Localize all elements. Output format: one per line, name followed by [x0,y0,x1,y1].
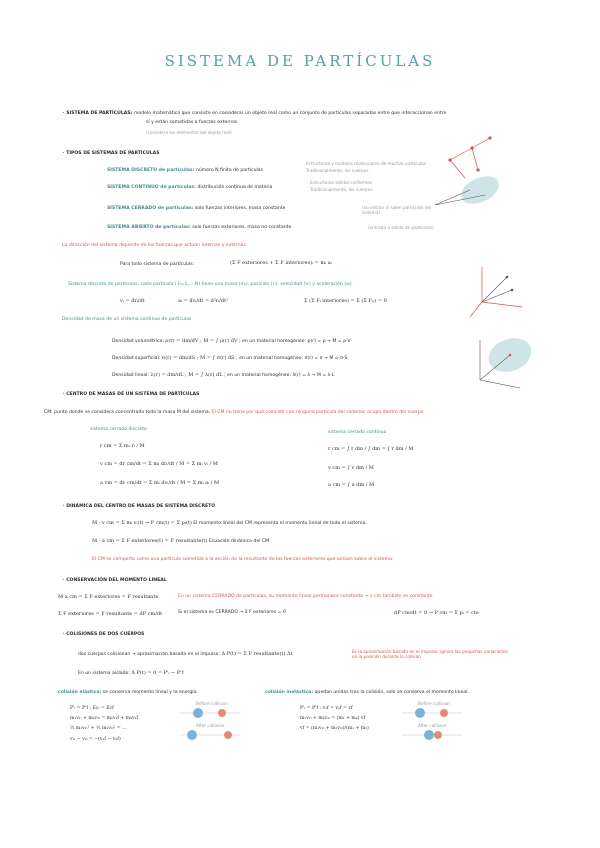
formula-sum-interiores: Σ (Σ Fᵢ interiores) = Σ (Σ Fᵢⱼ) = 0 [304,298,387,304]
inelastic-f3: vf = (m₁v₁ᵢ + m₂v₂ᵢ)/(m₁ + m₂) [300,726,369,731]
continuous-body-diagram [470,330,540,390]
inelastic-before-diagram [402,706,462,720]
cm-continuo-label: sistema cerrado continuo [328,430,387,435]
discreto-text: número N finito de partículas [195,168,263,173]
cm-r-formula: r cm = Σ mᵢ rᵢ / M [100,443,145,449]
inelastic-after-diagram [402,728,462,742]
discreto-note-2: Tradicionalmente, los cuerpos [306,168,369,173]
bullet-icon: · [104,168,106,173]
cm-definition-row [44,410,424,415]
din-red-note: El CM se comporta como una partícula sometida a la acción de la resultante de las fuerzas exteriores que actúan sobre el sistema. [92,557,394,562]
dens1-note: ; en un material homogéneo: ρ(r) = ρ → M = ρ·V [239,339,351,344]
cons1-formula: M·a cm = Σ F exteriores = F resultante [58,594,159,600]
bullet-icon: · [104,206,106,211]
elastic-heading [58,690,196,695]
tipos-heading: TIPOS DE SISTEMAS DE PARTÍCULAS [66,151,160,156]
elastic-after-label: After collision [196,723,225,728]
elastic-after-diagram [180,728,240,742]
col1-formula: Δ P(t) = Σ F resultante(t) Δt [221,651,293,657]
cm-vc-formula: v cm = ∫ v dm / M [328,465,374,471]
definition-label: SISTEMA DE PARTÍCULAS: [66,111,133,116]
discreto-label: SISTEMA DISCRETO de partículas: [106,168,195,173]
din1-note: El momento lineal del CM representa el momento lineal de todo el sistema. [193,521,367,526]
dens1-row [112,338,351,344]
elastic-label: colisión elástica: [58,690,102,695]
cons-note-2: Si el sistema es CERRADO → Σ F exteriores = 0 [178,610,286,615]
dens1-label: Densidad volumétrica: [112,339,164,344]
din1-formula: M · v cm = Σ mᵢ vᵢ(t) → P cm(t) = Σ pᵢ(t) [92,520,192,526]
elastic-f4: v₁ᵢ − v₂ᵢ = −(v₁f − v₂f) [70,737,121,742]
cons-note-1: En un sistema CERRADO de partículas, su momento lineal permanece constante → v cm también es constante [178,594,433,599]
dens2-label: Densidad superficial: [112,356,161,361]
definition-text-2: sí y están sometidas a fuerzas externas [146,120,238,125]
tipo-cerrado [104,206,285,211]
bullet-icon: • [62,151,65,156]
dens3-row [112,372,334,378]
cm-heading-row [62,392,199,397]
definition-note: (considera los elementos del objeto real) [146,130,232,135]
cm-rc-formula: r cm = ∫ r dm / ∫ dm = ∫ r dm / M [328,446,414,452]
din2-row [92,538,269,544]
abierto-note: (entrada o salida de partículas) [368,225,434,230]
particle-system-diagram [430,130,540,225]
inelastic-f2: m₁v₁ᵢ + m₂v₂ᵢ = (m₁ + m₂) vf [300,716,366,721]
continuo-note-1: Estructuras sólidas uniformes [310,180,373,185]
cons-note-3: dP cm/dt = 0 → P cm = Σ pᵢ = cte [394,610,479,616]
cm-definition: CM: punto donde se considera concentrada toda la masa M del sistema. [44,410,211,415]
continuo-text: distribución continua de materia [197,185,273,190]
elastic-text: se conserva momento lineal y la energía [102,690,197,695]
formula-ai: aᵢ = dvᵢ/dt = d²rᵢ/dt² [178,298,229,304]
cons2-formula: Σ F exteriores = F resultante = dP cm/dt [58,611,163,617]
abierto-text: solo fuerzas exteriores, masa no constante [192,225,292,230]
cerrado-label: SISTEMA CERRADO de partículas: [106,206,194,211]
col2-text: En un sistema aislado: [78,671,130,676]
red-note-1: La dirección del sistema depende de las fuerzas que actúan internas y externas [62,243,246,248]
inelastic-after-label: After collision [418,723,447,728]
col1-text: dos cuerpos colisionan → aproximación basada en el impulso: [78,652,221,657]
inelastic-text: quedan unidas tras la colisión, solo se conserva el momento lineal. [314,690,469,695]
bullet-icon: • [62,111,65,116]
inelastic-before-label: Before collision [418,701,450,706]
discreto-description: Sistema discreto de partículas: cada partícula i (i=1,…,N) tiene una masa (mᵢ), posición (rᵢ), velocidad (vᵢ) y aceleración (aᵢ) [68,282,352,287]
cerrado-note: (no entran ni salen partículas del sistema) [362,205,432,215]
dens3-note: ; en un material homogéneo: λ(r) = λ → M = λ·L [224,373,335,378]
bullet-icon: · [104,185,106,190]
continuo-label: SISTEMA CONTINUO de partículas: [106,185,196,190]
bullet-icon: • [62,392,65,397]
col2-formula: Δ P(t) = 0 = P'ᵢ − P'f [131,670,184,676]
bullet-icon: · [104,225,106,230]
tipo-abierto [104,225,291,230]
col-heading: COLISIONES DE DOS CUERPOS [66,632,145,637]
axes-diagram [462,262,542,322]
dens2-row [112,355,347,361]
dens3-label: Densidad lineal: [112,373,149,378]
bullet-icon: • [62,504,65,509]
inelastic-f1: P'ᵢ = P'f : v₁f = v₂f = vf [300,706,353,711]
bullet-icon: • [62,632,65,637]
elastic-before-label: Before collision [196,701,228,706]
para-todo: Para todo sistema de partículas: [120,262,195,267]
elastic-f2: m₁v₁ᵢ + m₂v₂ᵢ = m₁v₁f + m₂v₂f [70,716,139,721]
definition-text: modelo matemático que consiste en considerar un objeto real como un conjunto de partículas separadas entre que interaccionan entre [133,111,447,116]
elastic-f3: ½ m₁v₁ᵢ² + ½ m₂v₂ᵢ² = … [70,726,127,731]
tipos-heading-row [62,151,160,156]
din1-row [92,520,367,526]
formula-vi: vᵢ = drᵢ/dt [120,298,145,304]
din2-note: Ecuación dinámica del CM [208,539,270,544]
cm-a-formula: a cm = dv cm/dt = Σ mᵢ dvᵢ/dt / M = Σ mᵢ aᵢ / M [100,480,220,486]
dens3-formula: λ(r) = dm/dL ; M = ∫ λ(r) dL [150,372,223,378]
formula-general: (Σ F exteriores + Σ F interiores)ᵢ = mᵢ aᵢ [230,260,332,266]
cerrado-text: solo fuerzas interiores, masa constante [194,206,286,211]
definition-row [62,111,446,116]
inelastic-heading [265,690,469,695]
col1-red-note: Es la aproximación basada en el impulso, ignora las pequeñas variaciones en la posición durante la colisión [352,649,508,659]
bullet-icon: • [62,578,65,583]
continuo-note-2: Tradicionalmente, los cuerpos [310,187,373,192]
cm-v-formula: v cm = dr cm/dt = Σ mᵢ drᵢ/dt / M = Σ mᵢ vᵢ / M [100,461,218,467]
cm-ac-formula: a cm = ∫ a dm / M [328,482,375,488]
elastic-before-diagram [180,706,240,720]
cm-discreto-label: sistema cerrado discreto [90,427,147,432]
dens1-formula: ρ(r) = dm/dV ; M = ∫ ρ(r) dV [165,338,238,344]
cm-heading: CENTRO DE MASAS DE UN SISTEMA DE PARTÍCULAS [66,392,200,397]
col1-row [78,651,293,657]
cons-heading-row [62,578,167,583]
dens2-formula: σ(r) = dm/dS ; M = ∫ σ(r) dS [161,355,235,361]
densidad-heading: Densidad de masa de un sistema continuo de partículas [62,317,192,322]
din-heading: DINÁMICA DEL CENTRO DE MASAS DE SISTEMA DISCRETO [66,504,216,509]
tipo-continuo [104,185,272,190]
tipo-discreto [104,168,263,173]
elastic-f1: P'ᵢ = P'f ; Ecᵢ = Ecf [70,706,114,711]
din-heading-row [62,504,215,509]
discreto-note-1: Estructuras y modelos moleculares de muchas partículas [306,161,426,166]
cons-heading: CONSERVACIÓN DEL MOMENTO LINEAL [66,578,167,583]
page-title: SISTEMA DE PARTÍCULAS [164,52,436,70]
abierto-label: SISTEMA ABIERTO de partículas: [106,225,191,230]
dens2-note: ; en un material homogéneo: σ(r) = σ → M = σ·S [236,356,348,361]
cm-definition-red: El CM no tiene por qué coincidir con ninguna partícula del sistema; ocupa dentro del cuerpo [211,410,424,415]
din2-formula: M · a cm = Σ F exteriores(t) = F resultante(t) [92,538,208,544]
col-heading-row [62,632,144,637]
inelastic-label: colisión inelástica: [265,690,314,695]
col2-row [78,670,183,676]
